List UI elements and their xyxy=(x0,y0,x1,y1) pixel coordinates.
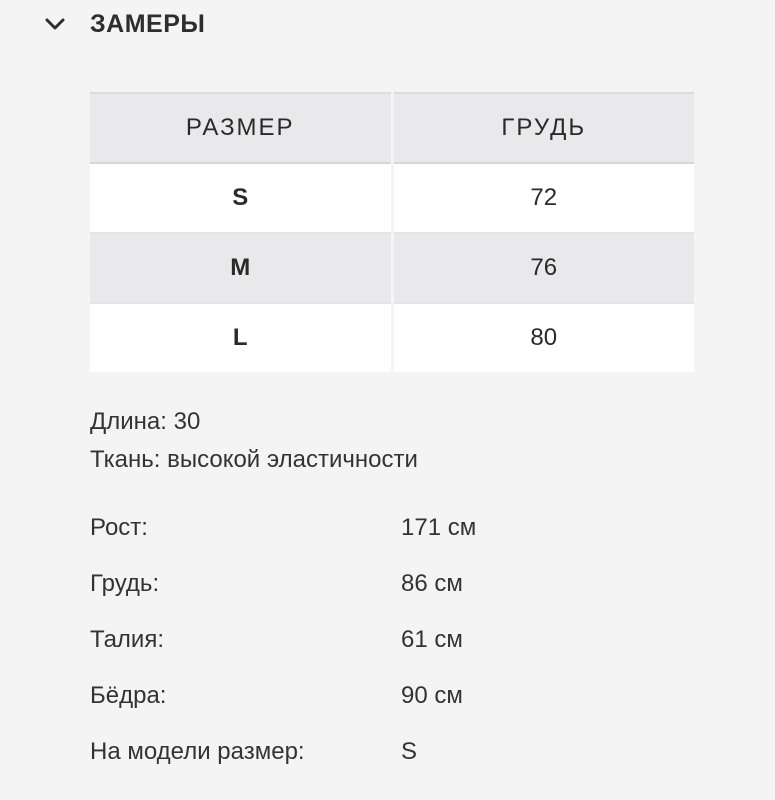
param-row-waist xyxy=(90,612,690,668)
product-fabric: Ткань: высокой эластичности xyxy=(90,446,418,473)
param-row-hips xyxy=(90,668,690,724)
size-cell: M xyxy=(90,233,392,303)
column-header-size: РАЗМЕР xyxy=(90,93,392,163)
table-header-row xyxy=(90,93,694,163)
param-label: Бёдра: xyxy=(90,682,167,709)
size-cell: S xyxy=(90,163,392,233)
param-row-model-size xyxy=(90,724,690,780)
size-table xyxy=(90,92,694,372)
param-label: Грудь: xyxy=(90,570,160,597)
measurements-section-toggle[interactable] xyxy=(40,4,205,44)
param-value: 86 см xyxy=(401,570,463,597)
param-row-chest xyxy=(90,556,690,612)
param-row-height xyxy=(90,500,690,556)
param-label: Талия: xyxy=(90,626,165,653)
param-label: Рост: xyxy=(90,514,148,541)
model-params xyxy=(90,500,690,780)
param-label: На модели размер: xyxy=(90,738,305,765)
table-row xyxy=(90,163,694,233)
table-row xyxy=(90,303,694,372)
chest-cell: 80 xyxy=(530,324,558,351)
section-title: ЗАМЕРЫ xyxy=(90,9,206,38)
column-header-chest: ГРУДЬ xyxy=(392,93,694,163)
table-row xyxy=(90,233,694,303)
chest-cell: 72 xyxy=(530,184,558,211)
param-value: 90 см xyxy=(401,682,463,709)
param-value: S xyxy=(401,738,418,765)
param-value: 61 см xyxy=(401,626,463,653)
chevron-down-icon[interactable] xyxy=(40,9,70,39)
param-value: 171 см xyxy=(401,514,477,541)
size-cell: L xyxy=(90,303,392,372)
chest-cell: 76 xyxy=(530,254,558,281)
product-length: Длина: 30 xyxy=(90,408,201,435)
